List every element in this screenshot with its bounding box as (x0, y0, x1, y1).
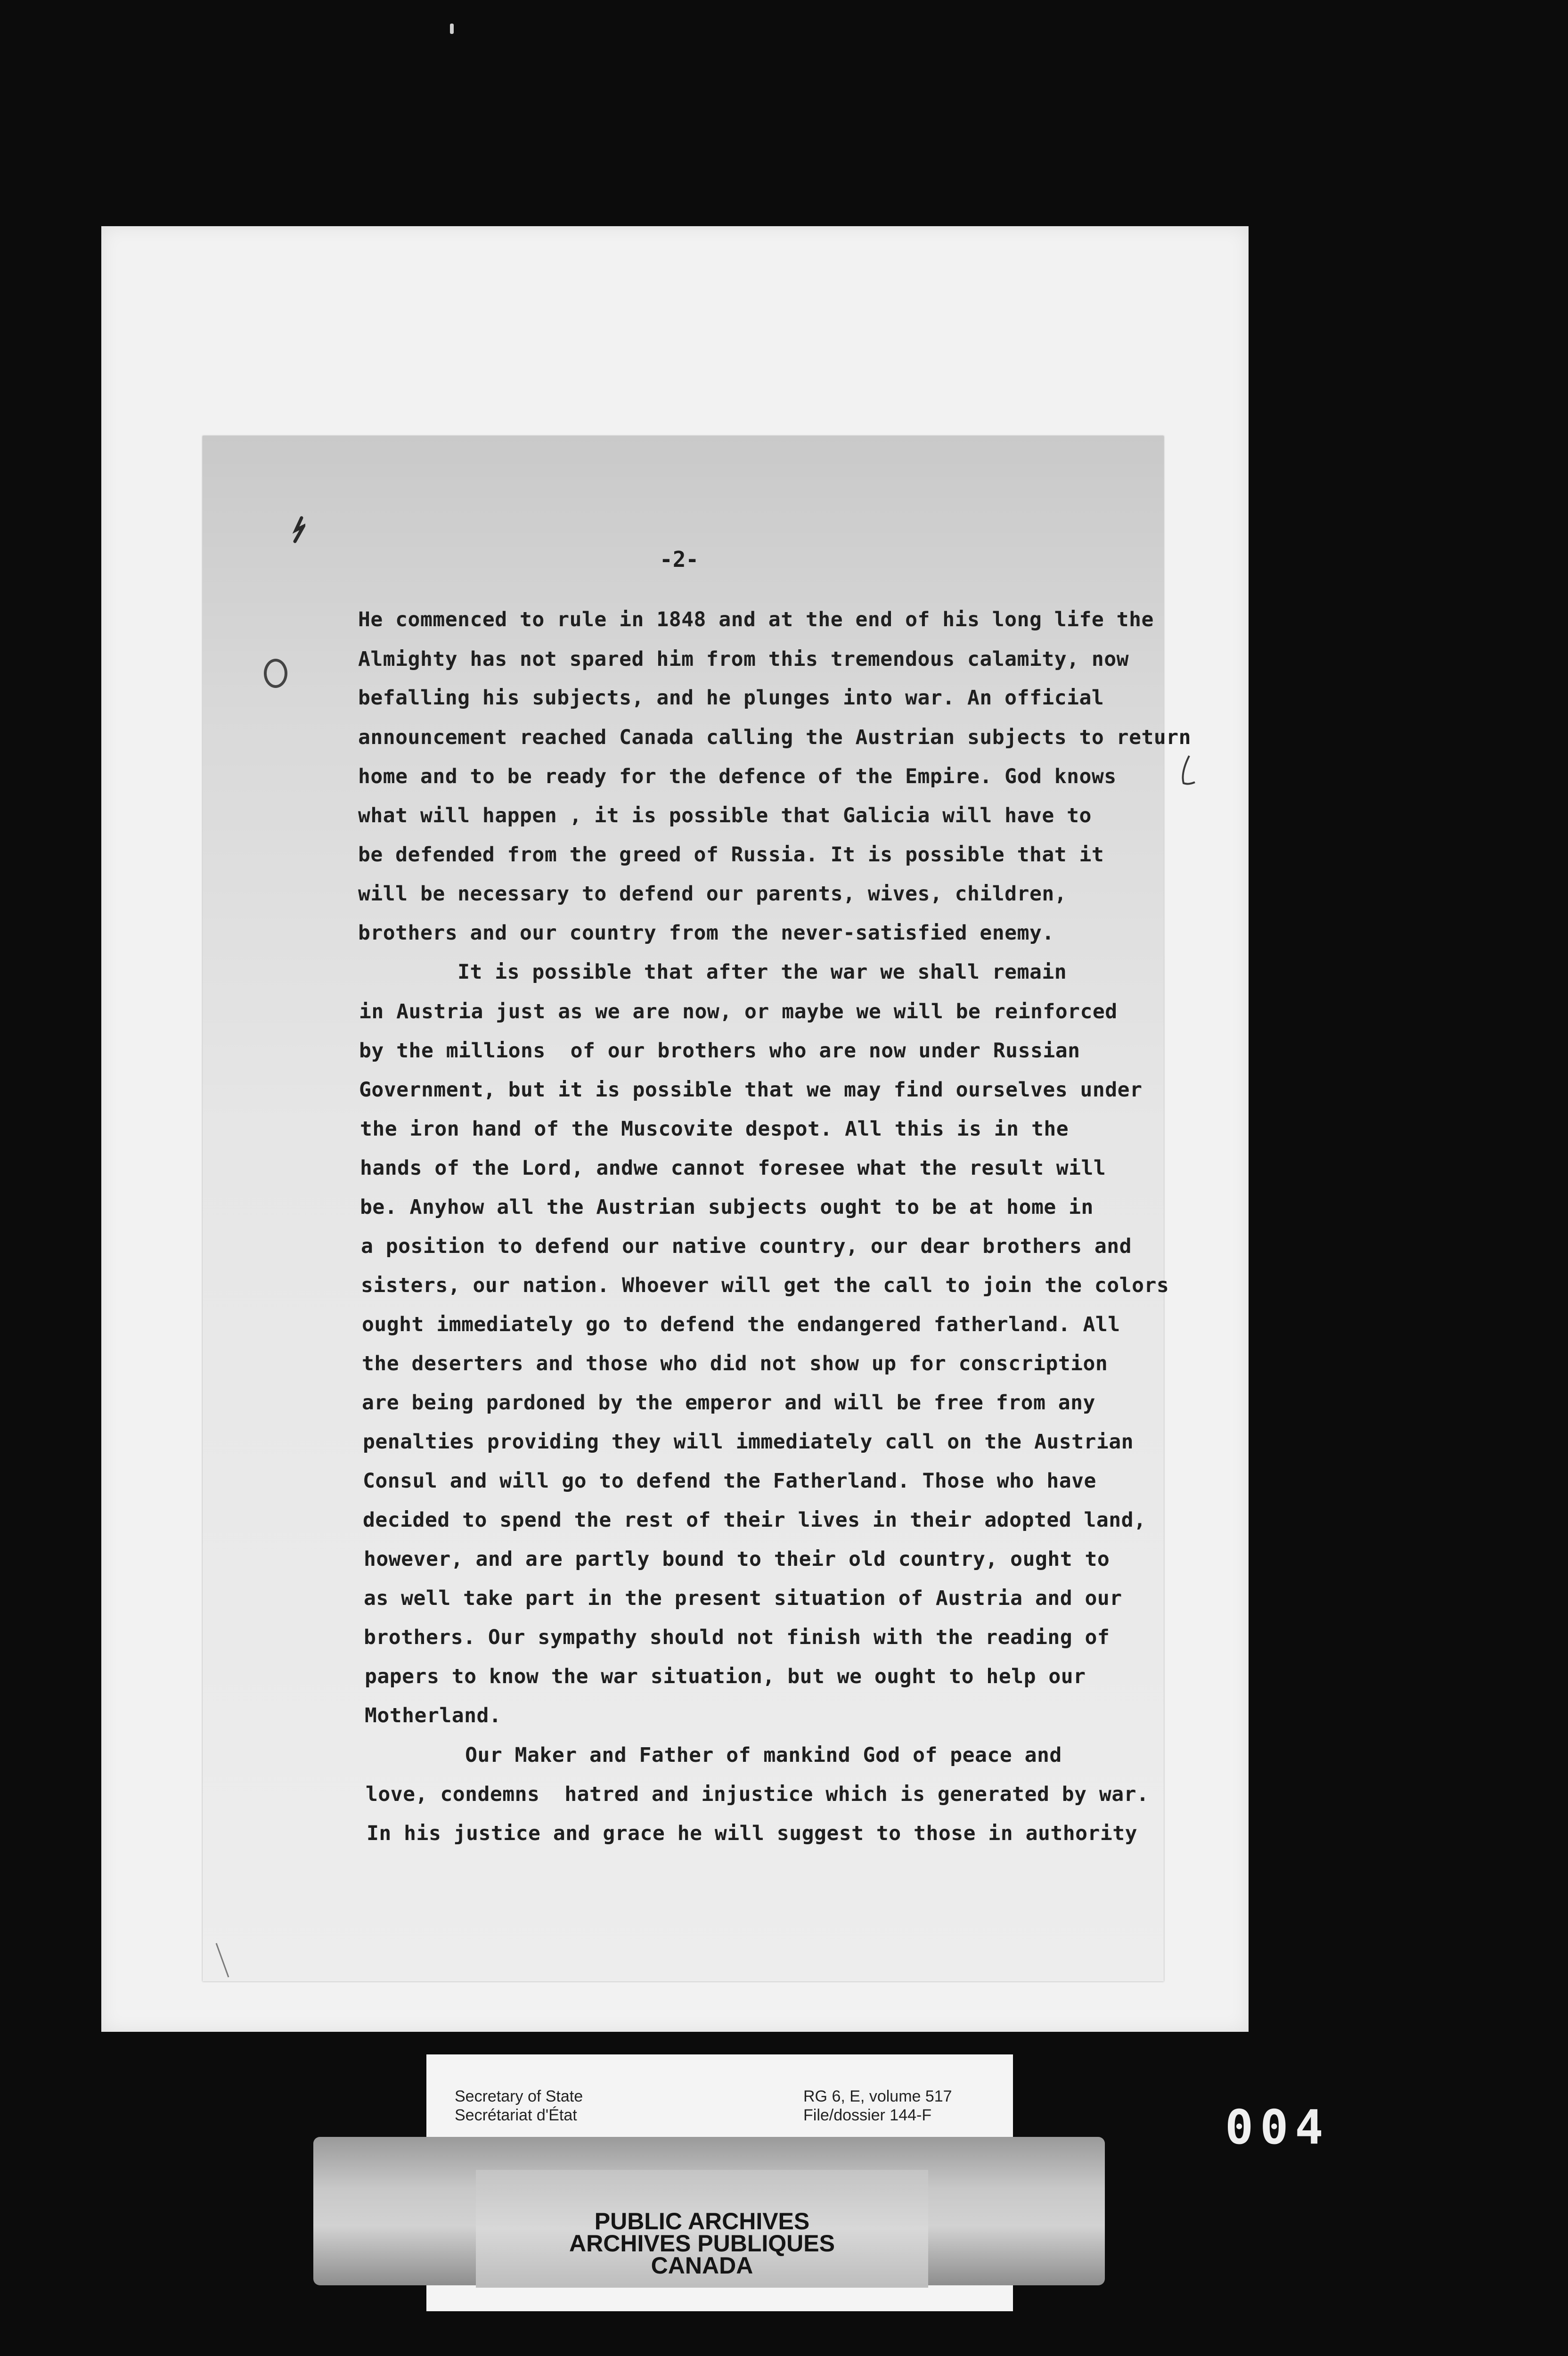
text-line: decided to spend the rest of their lives in their adopted land, (363, 1508, 1146, 1532)
text-line: home and to be ready for the defence of the Empire. God knows (358, 765, 1117, 788)
text-line: penalties providing they will immediately call on the Austrian (363, 1430, 1134, 1454)
stamp-line-3: CANADA (651, 2252, 753, 2279)
text-line: a position to defend our native country, our dear brothers and (361, 1235, 1132, 1258)
text-line: Consul and will go to defend the Fatherland. Those who have (363, 1469, 1096, 1493)
text-line: as well take part in the present situation of Austria and our (364, 1587, 1122, 1610)
film-frame-counter: 004 (1225, 2102, 1362, 2153)
text-line: announcement reached Canada calling the Austrian subjects to return (358, 726, 1192, 749)
text-line: sisters, our nation. Whoever will get the call to join the colors (361, 1274, 1169, 1297)
text-line: will be necessary to defend our parents, wives, children, (358, 882, 1067, 906)
text-line: brothers and our country from the never-satisfied enemy. (358, 921, 1054, 945)
text-line: ought immediately go to defend the endangered fatherland. All (362, 1313, 1120, 1336)
text-line: Motherland. (365, 1704, 502, 1727)
text-line: be defended from the greed of Russia. It is possible that it (358, 843, 1104, 867)
text-line: in Austria just as we are now, or maybe we will be reinforced (359, 1000, 1118, 1023)
text-line: what will happen , it is possible that Galicia will have to (358, 804, 1092, 827)
text-line: In his justice and grace he will suggest to those in authority (367, 1822, 1138, 1845)
text-line: love, condemns hatred and injustice which is generated by war. (366, 1783, 1149, 1806)
margin-pen-mark (1178, 754, 1197, 787)
text-line: Almighty has not spared him from this tremendous calamity, now (358, 647, 1129, 671)
text-line: hands of the Lord, andwe cannot foresee what the result will (360, 1156, 1106, 1180)
pen-tick-mark (291, 516, 305, 543)
dept-english: Secretary of State (455, 2087, 583, 2105)
text-line: Our Maker and Father of mankind God of peace and (366, 1743, 1062, 1767)
reference-volume: RG 6, E, volume 517 (803, 2087, 952, 2105)
reference-file: File/dossier 144-F (803, 2106, 932, 2124)
text-line: be. Anyhow all the Austrian subjects ought to be at home in (360, 1195, 1094, 1219)
dept-french: Secrétariat d'État (455, 2106, 577, 2124)
stamp-line-2: ARCHIVES PUBLIQUES (569, 2230, 835, 2257)
text-line: It is possible that after the war we shall remain (358, 960, 1067, 984)
text-line: Government, but it is possible that we may find ourselves under (359, 1078, 1143, 1102)
text-line: are being pardoned by the emperor and will be free from any (362, 1391, 1095, 1415)
text-line: He commenced to rule in 1848 and at the end of his long life the (358, 608, 1154, 631)
text-line: by the millions of our brothers who are now under Russian (359, 1039, 1080, 1063)
text-line: however, and are partly bound to their old country, ought to (364, 1547, 1110, 1571)
text-line: befalling his subjects, and he plunges into war. An official (358, 686, 1104, 710)
film-speck (450, 24, 454, 34)
text-line: papers to know the war situation, but we ought to help our (365, 1665, 1086, 1688)
page-number: -2- (660, 547, 699, 572)
text-line: the iron hand of the Muscovite despot. All this is in the (360, 1117, 1069, 1141)
paper-corner-crease (214, 1941, 243, 1979)
stamp-line-1: PUBLIC ARCHIVES (594, 2208, 810, 2234)
text-line: the deserters and those who did not show up for conscription (362, 1352, 1108, 1375)
text-line: brothers. Our sympathy should not finish with the reading of (364, 1626, 1110, 1649)
margin-circle-mark (264, 659, 287, 688)
